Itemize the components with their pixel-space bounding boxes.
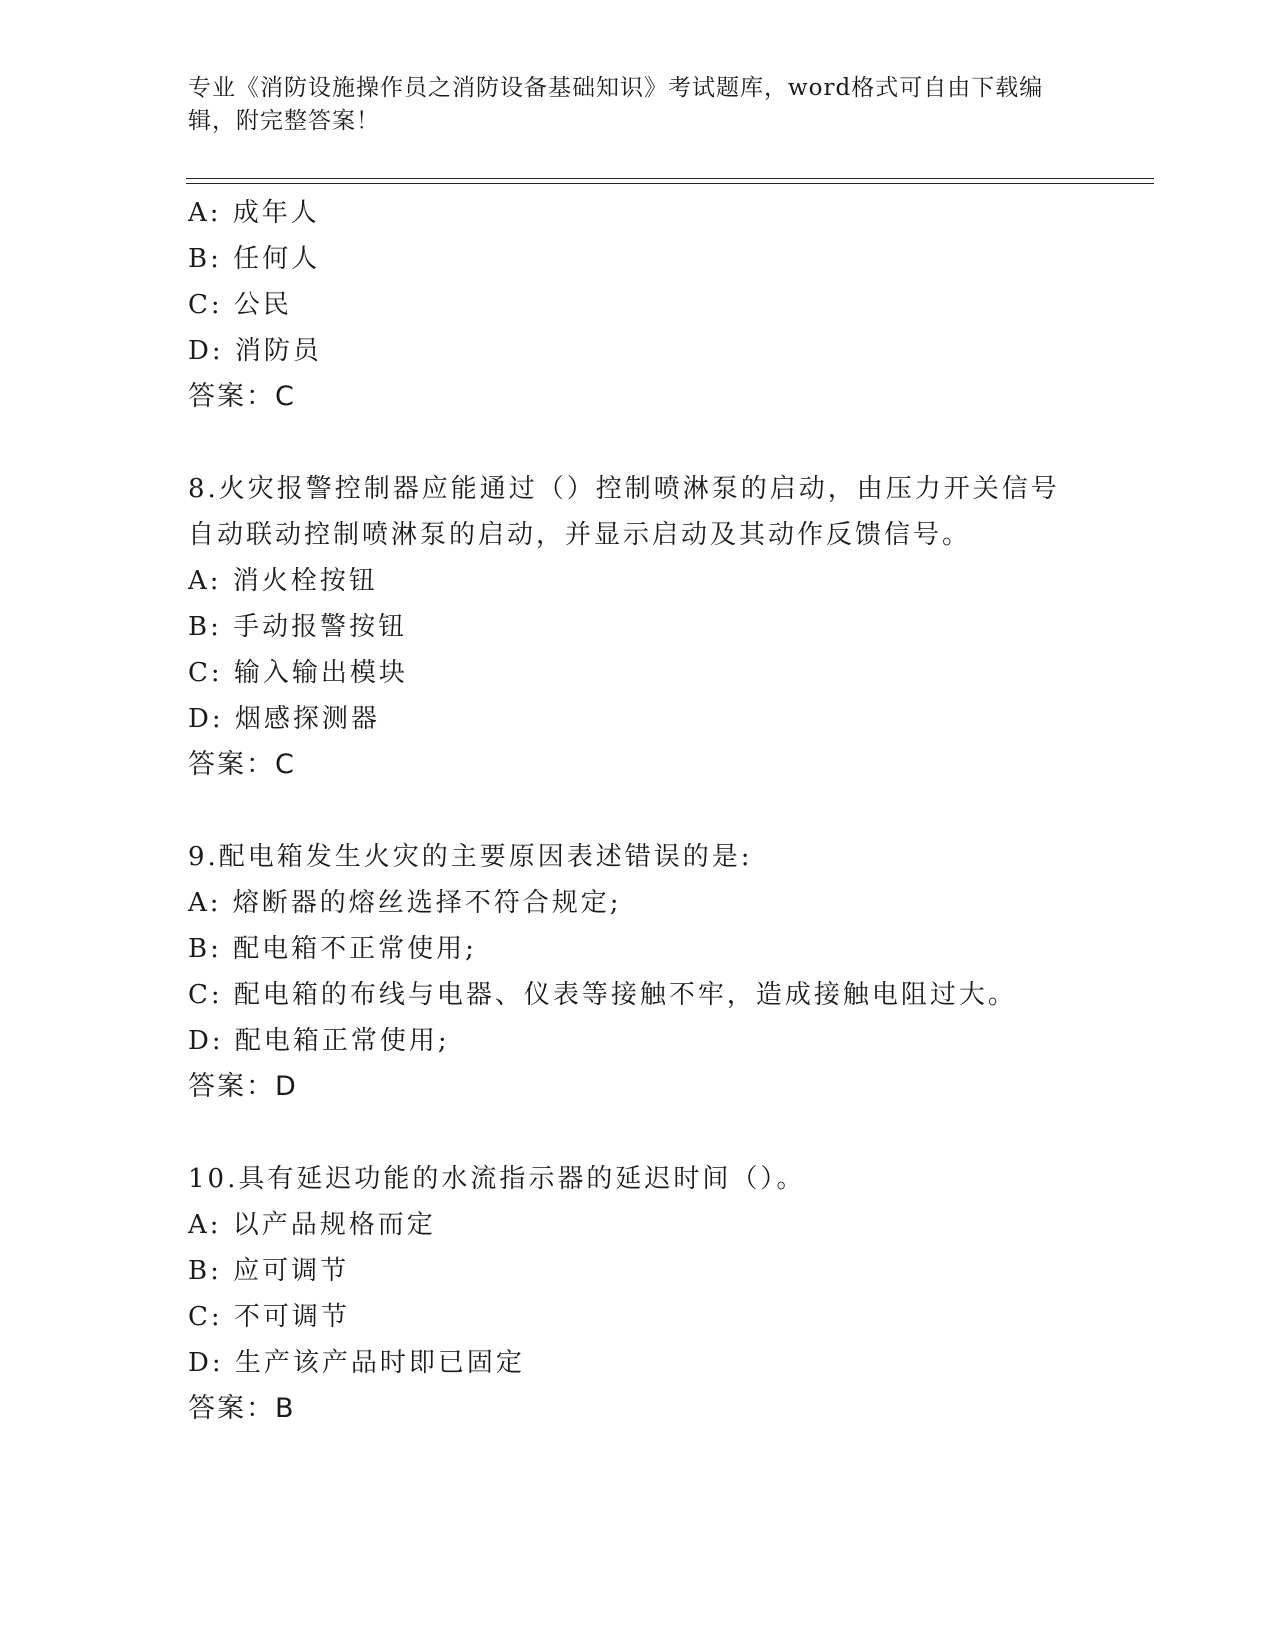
answer-line: 答案：C (188, 749, 296, 780)
option-a: A: 成年人 (188, 198, 320, 228)
spacer (188, 420, 1088, 466)
question-stem: 9.配电箱发生火灾的主要原因表述错误的是: (188, 842, 753, 872)
question-7-continued (188, 190, 1088, 420)
question-stem: 10.具有延迟功能的水流指示器的延迟时间（）。 (188, 1164, 806, 1194)
document-header (188, 72, 1088, 138)
option-a: A: 熔断器的熔丝选择不符合规定; (188, 888, 622, 918)
option-c: C: 输入输出模块 (188, 658, 408, 688)
question-9 (188, 834, 1088, 1110)
option-b: B: 任何人 (188, 244, 321, 274)
answer-line: 答案：C (188, 381, 296, 412)
header-divider-top (186, 178, 1154, 179)
option-d: D: 生产该产品时即已固定 (188, 1348, 525, 1378)
option-a: A: 以产品规格而定 (188, 1210, 436, 1240)
option-c: C: 配电箱的布线与电器、仪表等接触不牢，造成接触电阻过大。 (188, 980, 1017, 1010)
option-d: D: 烟感探测器 (188, 704, 380, 734)
option-c: C: 公民 (188, 290, 292, 320)
answer-line: 答案：B (188, 1393, 296, 1424)
option-a: A: 消火栓按钮 (188, 566, 378, 596)
header-line-2: 辑，附完整答案！ (188, 108, 380, 134)
option-c: C: 不可调节 (188, 1302, 350, 1332)
header-line-1: 专业《消防设施操作员之消防设备基础知识》考试题库，word格式可自由下载编 (188, 75, 1044, 101)
option-b: B: 应可调节 (188, 1256, 350, 1286)
question-10 (188, 1156, 1088, 1432)
answer-line: 答案：D (188, 1071, 298, 1102)
header-divider-bottom (186, 183, 1154, 184)
spacer (188, 788, 1088, 834)
option-d: D: 消防员 (188, 336, 322, 366)
question-list (188, 190, 1088, 1432)
option-b: B: 配电箱不正常使用; (188, 934, 477, 964)
question-stem: 自动联动控制喷淋泵的启动，并显示启动及其动作反馈信号。 (188, 520, 972, 550)
question-stem: 8.火灾报警控制器应能通过（）控制喷淋泵的启动，由压力开关信号 (188, 474, 1060, 504)
option-b: B: 手动报警按钮 (188, 612, 408, 642)
question-8 (188, 466, 1088, 788)
option-d: D: 配电箱正常使用; (188, 1026, 450, 1056)
spacer (188, 1110, 1088, 1156)
